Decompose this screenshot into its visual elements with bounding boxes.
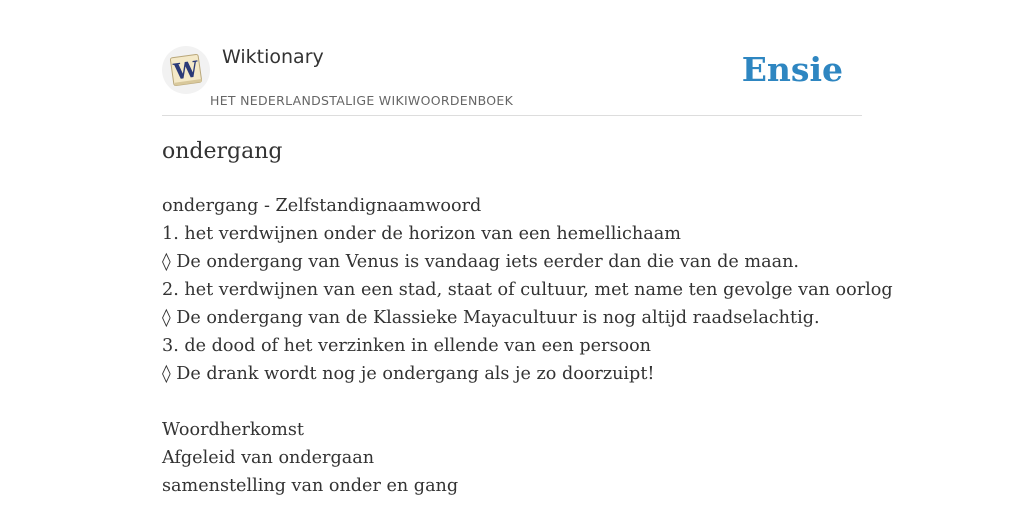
brand-logo[interactable]: Ensie: [741, 50, 843, 89]
etymology-heading: Woordherkomst: [162, 420, 304, 440]
wiktionary-logo-icon[interactable]: [162, 46, 210, 94]
page-title: ondergang: [162, 139, 283, 164]
etymology-line: Afgeleid van ondergaan: [162, 448, 375, 468]
sense-example: ◊ De ondergang van Venus is vandaag iets eerder dan die van de maan.: [162, 252, 799, 272]
sense-example: ◊ De drank wordt nog je ondergang als je zo doorzuipt!: [162, 364, 655, 384]
sense-meaning: 2. het verdwijnen van een stad, staat of cultuur, met name ten gevolge van oorlog: [162, 280, 893, 300]
site-header: [162, 40, 862, 116]
sense-meaning: 3. de dood of het verzinken in ellende van een persoon: [162, 336, 651, 356]
section-spacer: [162, 388, 882, 416]
site-name[interactable]: Wiktionary: [222, 46, 324, 68]
definition-heading: ondergang - Zelfstandignaamwoord: [162, 196, 482, 216]
entry-content: [162, 192, 893, 500]
etymology-line: samenstelling van onder en gang: [162, 476, 459, 496]
sense-example: ◊ De ondergang van de Klassieke Mayacultuur is nog altijd raadselachtig.: [162, 308, 820, 328]
svg-text:W: W: [172, 56, 201, 86]
sense-meaning: 1. het verdwijnen onder de horizon van een hemellichaam: [162, 224, 681, 244]
site-tagline: HET NEDERLANDSTALIGE WIKIWOORDENBOEK: [210, 93, 514, 108]
